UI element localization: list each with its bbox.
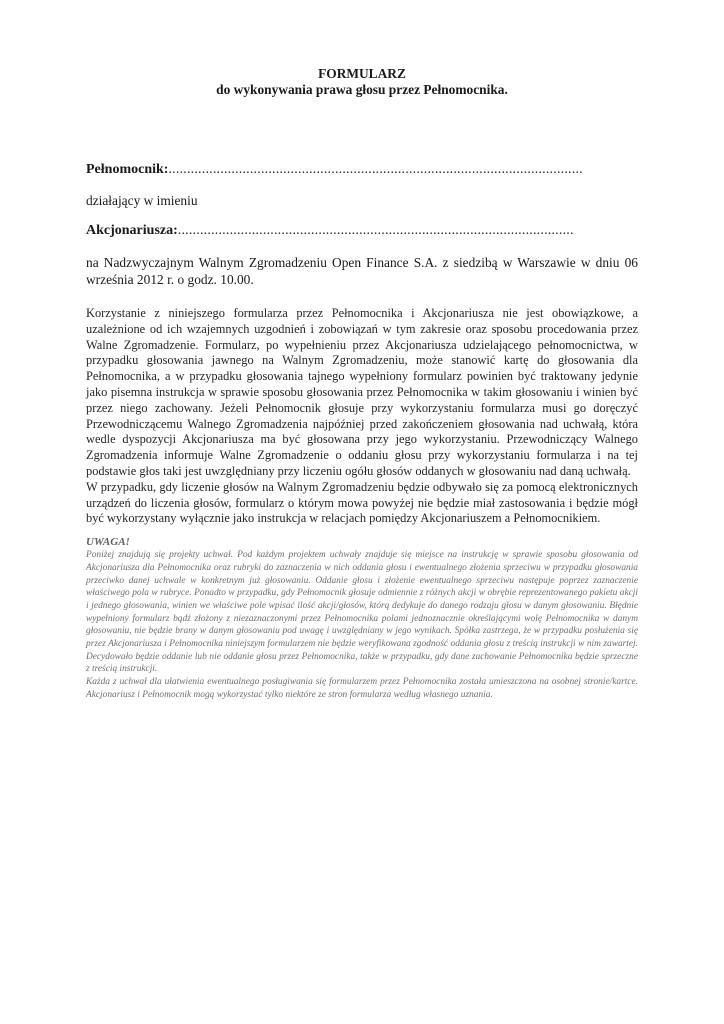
shareholder-dots: ...........................................................................................................: [177, 223, 574, 238]
warning-paragraph-1: Poniżej znajdują się projekty uchwał. Pod każdym projektem uchwały znajduje się miejsce na instrukcję w sprawie sposobu głosowania od Akcjonariusza dla Pełnomocnika oraz rubryki do zaznaczenia w nich oddania głosu i ewentualnego złożenia sprzeciwu w przypadku głosowania przeciwko danej uchwale w konkretnym już głosowaniu. Oddanie głosu i złożenie ewentualnego sprzeciwu następuje poprzez zaznaczenie właściwego pola w rubryce. Ponadto w przypadku, gdy Pełnomocnik głosuje odmiennie z różnych akcji w obrębie reprezentowanego pakietu akcji i jednego głosowania, winien we właściwe pole wpisać ilość akcji/głosów, którą dedykuje do danego rodzaju głosu w danym głosowaniu. Błędnie wypełniony formularz bądź złożony z niezaznaczonymi przez Pełnomocnika polami jednoznacznie określającymi wolę Pełnomocnika w danym głosowaniu, nie będzie brany w danym głosowaniu pod uwagę i uwzględniany w jego wynikach. Spółka zastrzega, że w przypadku posłużenia się przez Akcjonariusza i Pełnomocnika niniejszym formularzem nie będzie weryfikowana zgodność oddania głosu z treścią instrukcji w nim zawartej. Decydowało będzie oddanie lub nie oddanie głosu przez Pełnomocnika, także w przypadku, gdy dane zachowanie Pełnomocnika będzie sprzeczne z treścią instrukcji.: [86, 550, 638, 675]
warning-title: UWAGA!: [86, 536, 130, 549]
shareholder-field: [86, 222, 638, 240]
instructions-paragraph-2: W przypadku, gdy liczenie głosów na Walnym Zgromadzeniu będzie odbywało się za pomocą elektronicznych urządzeń do liczenia głosów, formularz o którym mowa powyżej nie będzie miał zastosowania i będzie mógł być wykorzystany wyłącznie jako instrukcja w relacjach pomiędzy Akcjonariuszem a Pełnomocnikiem.: [86, 479, 638, 526]
proxy-dots: ................................................................................................................: [168, 162, 583, 177]
proxy-field: [86, 161, 638, 179]
proxy-label: Pełnomocnik:: [86, 162, 169, 177]
form-page: [86, 66, 638, 702]
instructions-body: [86, 306, 638, 527]
warning-paragraph-2: Każda z uchwał dla ułatwienia ewentualnego posługiwania się formularzem przez Pełnomocnika została umieszczona na osobnej stronie/kartce. Akcjonariusz i Pełnomocnik mogą wykorzystać tylko niektóre ze stron formularza według własnego uznania.: [86, 677, 638, 700]
shareholder-label: Akcjonariusza:: [86, 223, 178, 238]
form-subtitle: do wykonywania prawa głosu przez Pełnomocnika.: [216, 82, 508, 97]
form-title: FORMULARZ: [318, 66, 406, 81]
acting-on-behalf-text: działający w imieniu: [86, 193, 198, 208]
warning-body: [86, 549, 638, 701]
instructions-paragraph-1: Korzystanie z niniejszego formularza przez Pełnomocnika i Akcjonariusza nie jest obowiązkowe, a uzależnione od ich wzajemnych uzgodnień i zobowiązań w tym zakresie oraz sposobu procedowania przez Walne Zgromadzenie. Formularz, po wypełnieniu przez Akcjonariusza udzielającego pełnomocnictwa, w przypadku głosowania jawnego na Walnym Zgromadzeniu, może stanowić kartę do głosowania dla Pełnomocnika, a w przypadku głosowania tajnego wypełniony formularz powinien być traktowany jedynie jako pisemna instrukcja w sprawie sposobu głosowania przez Pełnomocnika w takim głosowaniu i winien być przez niego zachowany. Jeżeli Pełnomocnik głosuje przy wykorzystaniu formularza musi go doręczyć Przewodniczącemu Walnego Zgromadzenia najpóźniej przed zakończeniem głosowania nad uchwałą, która wedle dyspozycji Akcjonariusza ma być głosowana przy jego wykorzystaniu. Przewodniczący Walnego Zgromadzenia informuje Walne Zgromadzenie o oddaniu głosu przy wykorzystaniu formularza i na tej podstawie głos taki jest uwzględniany przy liczeniu ogółu głosów oddanych w głosowaniu nad daną uchwałą.: [86, 306, 638, 478]
meeting-venue-text: na Nadzwyczajnym Walnym Zgromadzeniu Open Finance S.A. z siedzibą w Warszawie w dniu 06 września 2012 r. o godz. 10.00.: [86, 255, 638, 287]
